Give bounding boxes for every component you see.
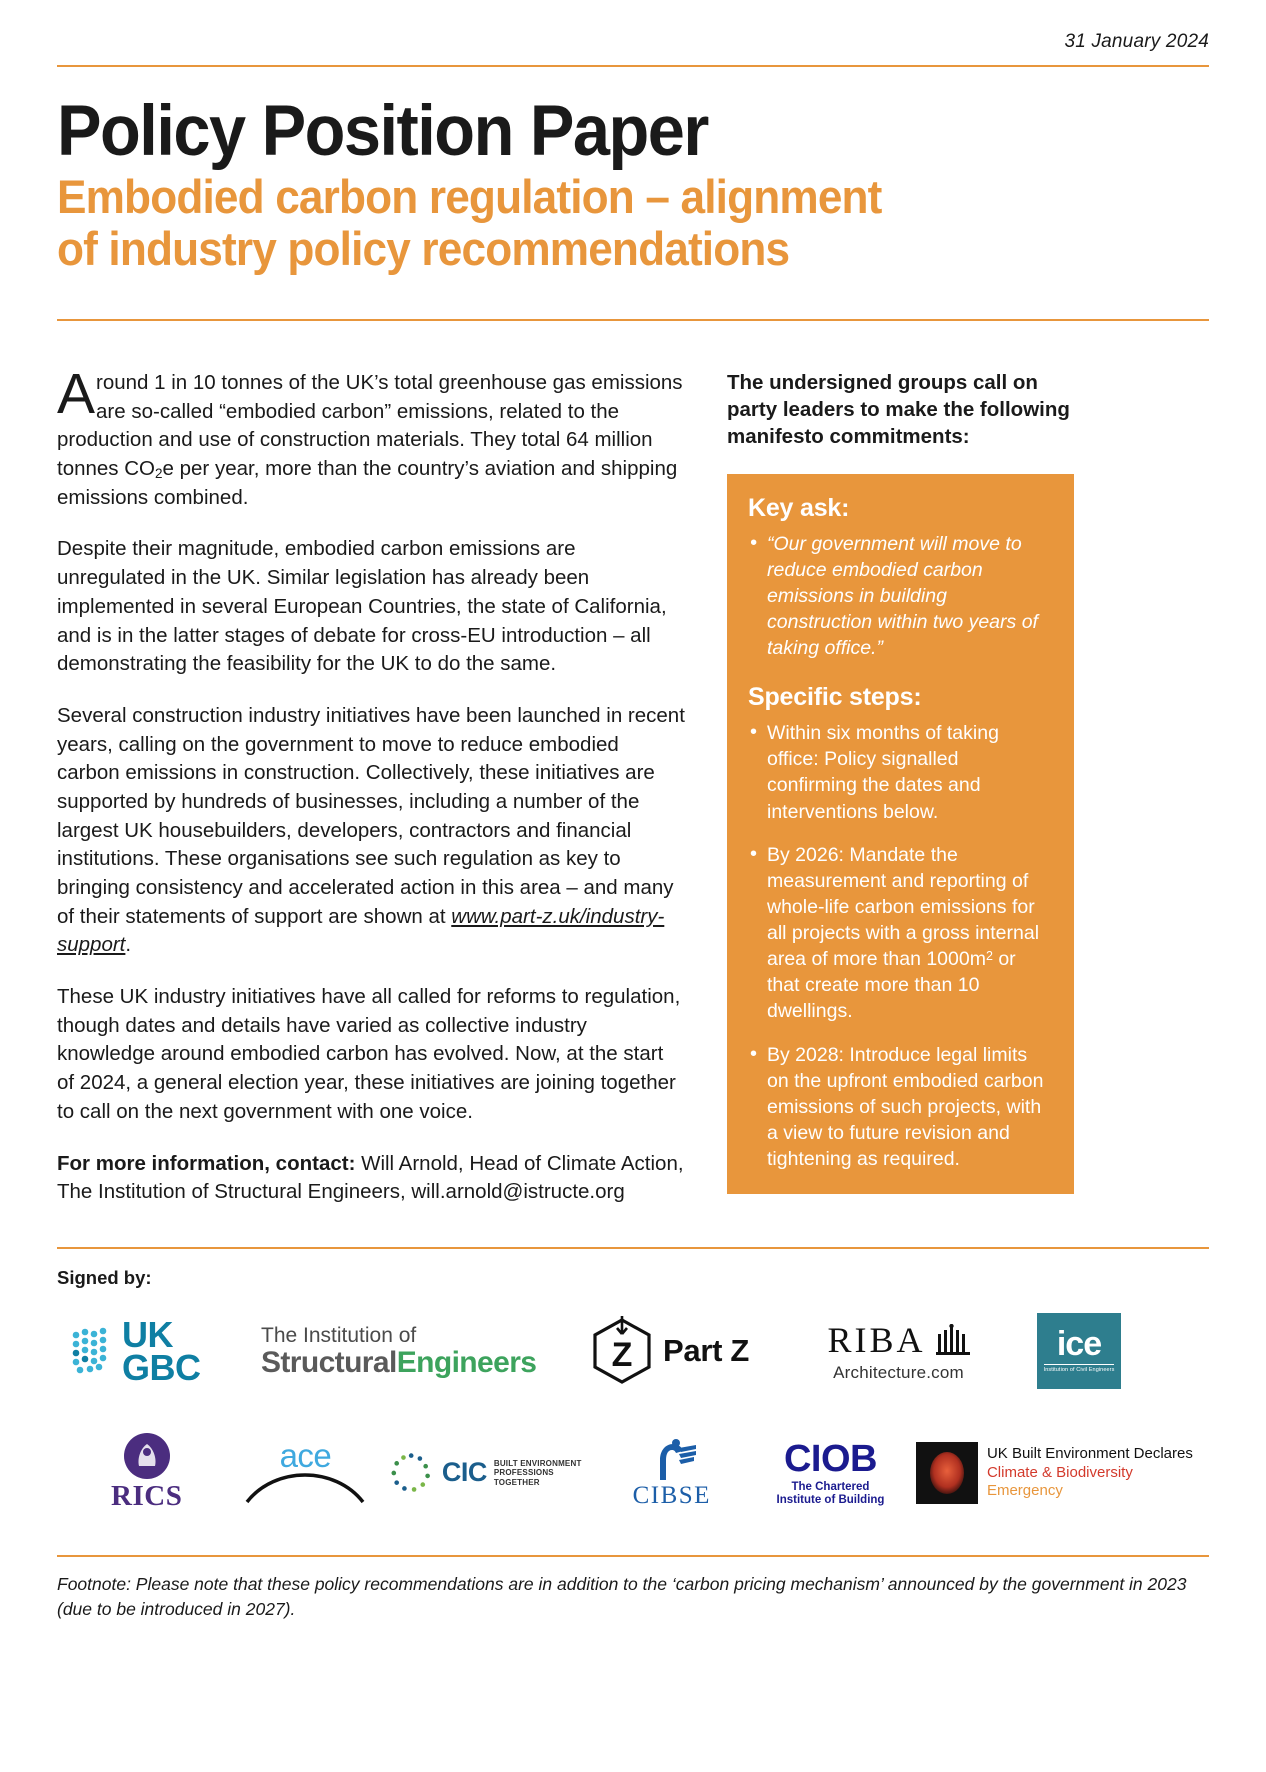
step-2-text-b: or that create more than 10 dwellings. xyxy=(767,948,1016,1023)
cibse-wordmark: CIBSE xyxy=(632,1481,711,1509)
ukgbc-line1: UK xyxy=(122,1313,173,1355)
declares-mark-icon xyxy=(916,1442,978,1504)
istructe-line1: The Institution of xyxy=(261,1323,417,1347)
co2-subscript: 2 xyxy=(155,465,163,481)
undersigned-statement: The undersigned groups call on party leaders to make the following manifesto commitments: xyxy=(727,370,1070,449)
step-1-text: Within six months of taking office: Policy signalled confirming the dates and interventions below. xyxy=(767,722,999,823)
title-block xyxy=(57,67,1209,276)
ukgbc-wordmark xyxy=(122,1313,201,1388)
contact-details: Will Arnold, Head of Climate Action, The Institution of Structural Engineers, will.arnold@istructe.org xyxy=(57,1151,684,1204)
cic-tagline xyxy=(494,1459,599,1487)
contact-label: For more information, contact: xyxy=(57,1151,356,1175)
istructe-structural: Structural xyxy=(261,1345,397,1379)
logo-ukgbc xyxy=(57,1303,261,1399)
ice-subtext: Institution of Civil Engineers xyxy=(1044,1364,1115,1373)
square-metre-superscript: 2 xyxy=(985,948,993,963)
key-ask-heading: Key ask: xyxy=(748,493,850,522)
logo-istructe xyxy=(261,1303,591,1399)
cic-tagline-line2: PROFESSIONS TOGETHER xyxy=(493,1468,554,1487)
declares-wordmark xyxy=(987,1445,1193,1501)
drop-cap: A xyxy=(57,361,96,426)
signatory-logo-row-1 xyxy=(57,1303,1209,1399)
paragraph-reforms: These UK industry initiatives have all called for reforms to regulation, though dates and details have varied as collective industry knowledge around embodied carbon has evolved. Now, at the start of 2024, a general election year, these initiatives are joining together to call on the next government with one voice. xyxy=(57,985,681,1123)
signed-by-label: Signed by: xyxy=(57,1266,152,1288)
paragraph-intro-text-a: round 1 in 10 tonnes of the UK’s total greenhouse gas emissions are so-called “embodied carbon” emissions, related to the production and use of construction materials. They total 64 million tonnes CO xyxy=(57,370,683,480)
ciob-subtext-line1: The Chartered xyxy=(791,1480,870,1493)
logo-riba xyxy=(796,1303,1001,1399)
ace-wordmark: ace xyxy=(279,1437,332,1475)
industry-support-link[interactable]: www.part-z.uk/industry-support xyxy=(57,904,665,957)
cibse-liver-bird-icon xyxy=(646,1436,698,1482)
step-3-text: By 2028: Introduce legal limits on the upfront embodied carbon emissions of such projects, with a view to future revision and tightening as required. xyxy=(767,1043,1044,1171)
title-divider xyxy=(57,319,1209,321)
ciob-wordmark: CIOB xyxy=(783,1437,877,1480)
part-z-mark-icon xyxy=(591,1314,653,1388)
logo-cic xyxy=(388,1429,598,1517)
cic-tagline-line1: BUILT ENVIRONMENT xyxy=(493,1459,582,1469)
specific-steps-heading: Specific steps: xyxy=(748,683,922,712)
paragraph-initiatives xyxy=(57,702,685,960)
main-text-column xyxy=(57,361,685,1207)
signatory-logo-row-2 xyxy=(57,1429,1209,1517)
logo-ciob xyxy=(745,1429,916,1517)
logo-cibse xyxy=(598,1429,745,1517)
paragraph-initiatives-text: Several construction industry initiatives have been launched in recent years, calling on the government to move to reduce embodied carbon emissions in construction. Collectively, these initiatives are supported by hundreds of businesses, including a number of the largest UK housebuilders, developers, contractors and financial institutions. These organisations see such regulation as key to bringing consistency and accelerated action in this area – and many of their statements of support are shown at xyxy=(57,703,685,928)
logo-ace xyxy=(222,1429,388,1517)
paragraph-unregulated: Despite their magnitude, embodied carbon emissions are unregulated in the UK. Similar legislation has already been implemented in several European Countries, the state of California, and is in the latter stages of debate for cross-EU introduction – all demonstrating the feasibility for the UK to do the same. xyxy=(57,537,667,676)
step-item-1 xyxy=(748,720,1053,825)
ice-wordmark: ice xyxy=(1056,1325,1102,1364)
document-date: 31 January 2024 xyxy=(1064,31,1209,52)
riba-crest-icon xyxy=(936,1324,970,1356)
riba-subtext: Architecture.com xyxy=(833,1362,964,1382)
paragraph-intro-text-b: e per year, more than the country’s aviation and shipping emissions combined. xyxy=(57,456,678,509)
step-item-3 xyxy=(748,1042,1053,1173)
paragraph-intro xyxy=(57,361,685,513)
footnote-text: Footnote: Please note that these policy recommendations are in addition to the ‘carbon pricing mechanism’ announced by the government in 2023 (due to be introduced in 2027). xyxy=(57,1573,1187,1619)
paragraph-initiatives-period: . xyxy=(125,933,132,957)
paragraph-contact xyxy=(57,1150,685,1207)
declares-line3: Emergency xyxy=(986,1482,1063,1500)
rics-wordmark: RICS xyxy=(111,1480,183,1513)
signed-by-divider xyxy=(57,1247,1209,1249)
page-subtitle-line2: of industry policy recommendations xyxy=(57,222,790,276)
ciob-subtext-line2: Institute of Building xyxy=(776,1494,885,1507)
logo-rics xyxy=(57,1429,222,1517)
content-columns xyxy=(57,361,1209,1207)
key-ask-list xyxy=(748,531,1053,662)
ukgbc-dots-icon xyxy=(71,1327,115,1375)
logo-ice xyxy=(1001,1303,1121,1399)
key-ask-box xyxy=(727,474,1074,1195)
page-subtitle xyxy=(57,171,1140,276)
ciob-subtext xyxy=(777,1481,885,1509)
declares-line2: Climate & Biodiversity xyxy=(986,1463,1133,1481)
istructe-engineers: Engineers xyxy=(396,1345,537,1379)
sidebar-column xyxy=(727,369,1074,1194)
part-z-wordmark: Part Z xyxy=(663,1332,750,1368)
svg-text:Z: Z xyxy=(611,1335,633,1374)
riba-wordmark: RIBA xyxy=(827,1319,926,1360)
declares-line1: UK Built Environment Declares xyxy=(986,1444,1193,1462)
cic-ring-icon xyxy=(388,1449,434,1497)
istructe-line2 xyxy=(261,1347,536,1379)
page-subtitle-line1: Embodied carbon regulation – alignment xyxy=(57,169,882,223)
rics-lion-crest-icon xyxy=(121,1432,173,1480)
footnote-divider xyxy=(57,1555,1209,1557)
ukgbc-line2: GBC xyxy=(122,1346,201,1388)
step-2-text-a: By 2026: Mandate the measurement and reporting of whole-life carbon emissions for all projects with a gross internal area of more than 1000m xyxy=(767,843,1040,971)
key-ask-item: • “Our government will move to reduce embodied carbon emissions in building construction within two years of taking office.” xyxy=(748,531,1053,662)
page-title: Policy Position Paper xyxy=(57,92,708,171)
logo-part-z xyxy=(591,1303,796,1399)
step-item-2 xyxy=(748,842,1053,1025)
logo-uk-built-environment-declares xyxy=(916,1429,1209,1517)
cic-wordmark: CIC xyxy=(441,1457,487,1488)
ace-swoosh-icon xyxy=(245,1472,365,1506)
specific-steps-list xyxy=(748,720,1053,1172)
